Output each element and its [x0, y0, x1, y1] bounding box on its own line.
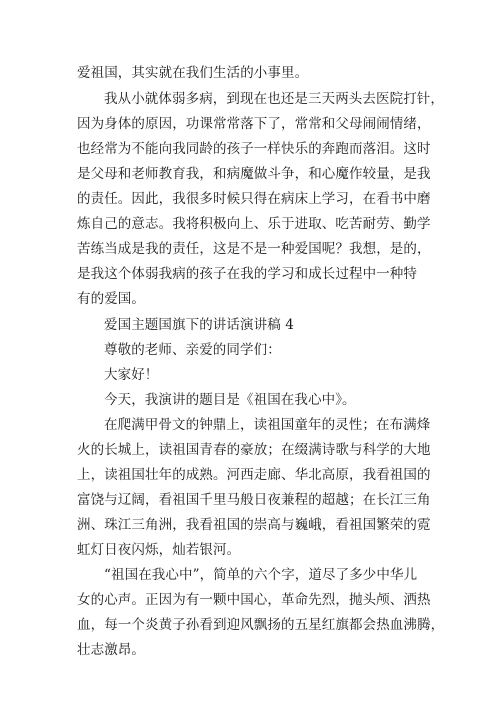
text-line-17: 上，读祖国壮年的成熟。河西走廊、华北高原，我看祖国的 [77, 467, 431, 483]
text-line-19: 洲、珠江三角洲，我看祖国的崇高与巍峨，看祖国繁荣的霓 [77, 517, 431, 533]
text-line-21: “祖国在我心中”，简单的六个字，道尽了多少中华儿 [104, 567, 418, 583]
text-line-16: 火的长城上，读祖国青春的豪放；在缀满诗歌与科学的大地 [77, 442, 431, 458]
text-line-5: 是父母和老师教育我，和病魔做斗争，和心魔作较量，是我 [77, 166, 431, 182]
greeting: 大家好！ [104, 367, 159, 383]
text-line-9: 是我这个体弱我病的孩子在我的学习和成长过程中一种特 [77, 266, 417, 282]
text-line-1: 爱祖国，其实就在我们生活的小事里。 [77, 65, 309, 81]
text-line-24: 壮志激昂。 [77, 642, 145, 658]
text-line-3: 因为身体的原因，功课常常落下了，常常和父母闹闹情绪， [77, 116, 431, 132]
text-line-8: 苦练当成是我的责任，这是不是一种爱国呢？我想，是的， [77, 241, 431, 257]
text-line-22: 女的心声。正因为有一颗中国心，革命先烈，抛头颅、洒热 [77, 592, 431, 608]
text-line-18: 富饶与辽阔，看祖国千里马般日夜兼程的超越；在长江三角 [77, 492, 431, 508]
text-line-10: 有的爱国。 [77, 291, 145, 307]
text-line-14: 今天，我演讲的题目是《祖国在我心中》。 [104, 392, 356, 408]
section-heading: 爱国主题国旗下的讲话演讲稿 4 [104, 317, 294, 333]
text-line-20: 虹灯日夜闪烁，灿若银河。 [77, 542, 241, 558]
text-line-15: 在爬满甲骨文的钟鼎上，读祖国童年的灵性；在布满烽 [104, 417, 431, 433]
text-line-6: 的责任。因此，我很多时候只得在病床上学习，在看书中磨 [77, 191, 431, 207]
text-line-4: 也经常为不能向我同龄的孩子一样快乐的奔跑而落泪。这时 [77, 141, 431, 157]
salutation: 尊敬的老师、亲爱的同学们： [104, 342, 281, 358]
text-line-23: 血，每一个炎黄子孙看到迎风飘扬的五星红旗都会热血沸腾， [77, 617, 445, 633]
text-line-7: 炼自己的意志。我将积极向上、乐于进取、吃苦耐劳、勤学 [77, 216, 431, 232]
text-line-2: 我从小就体弱多病，到现在也还是三天两头去医院打针， [104, 91, 444, 107]
